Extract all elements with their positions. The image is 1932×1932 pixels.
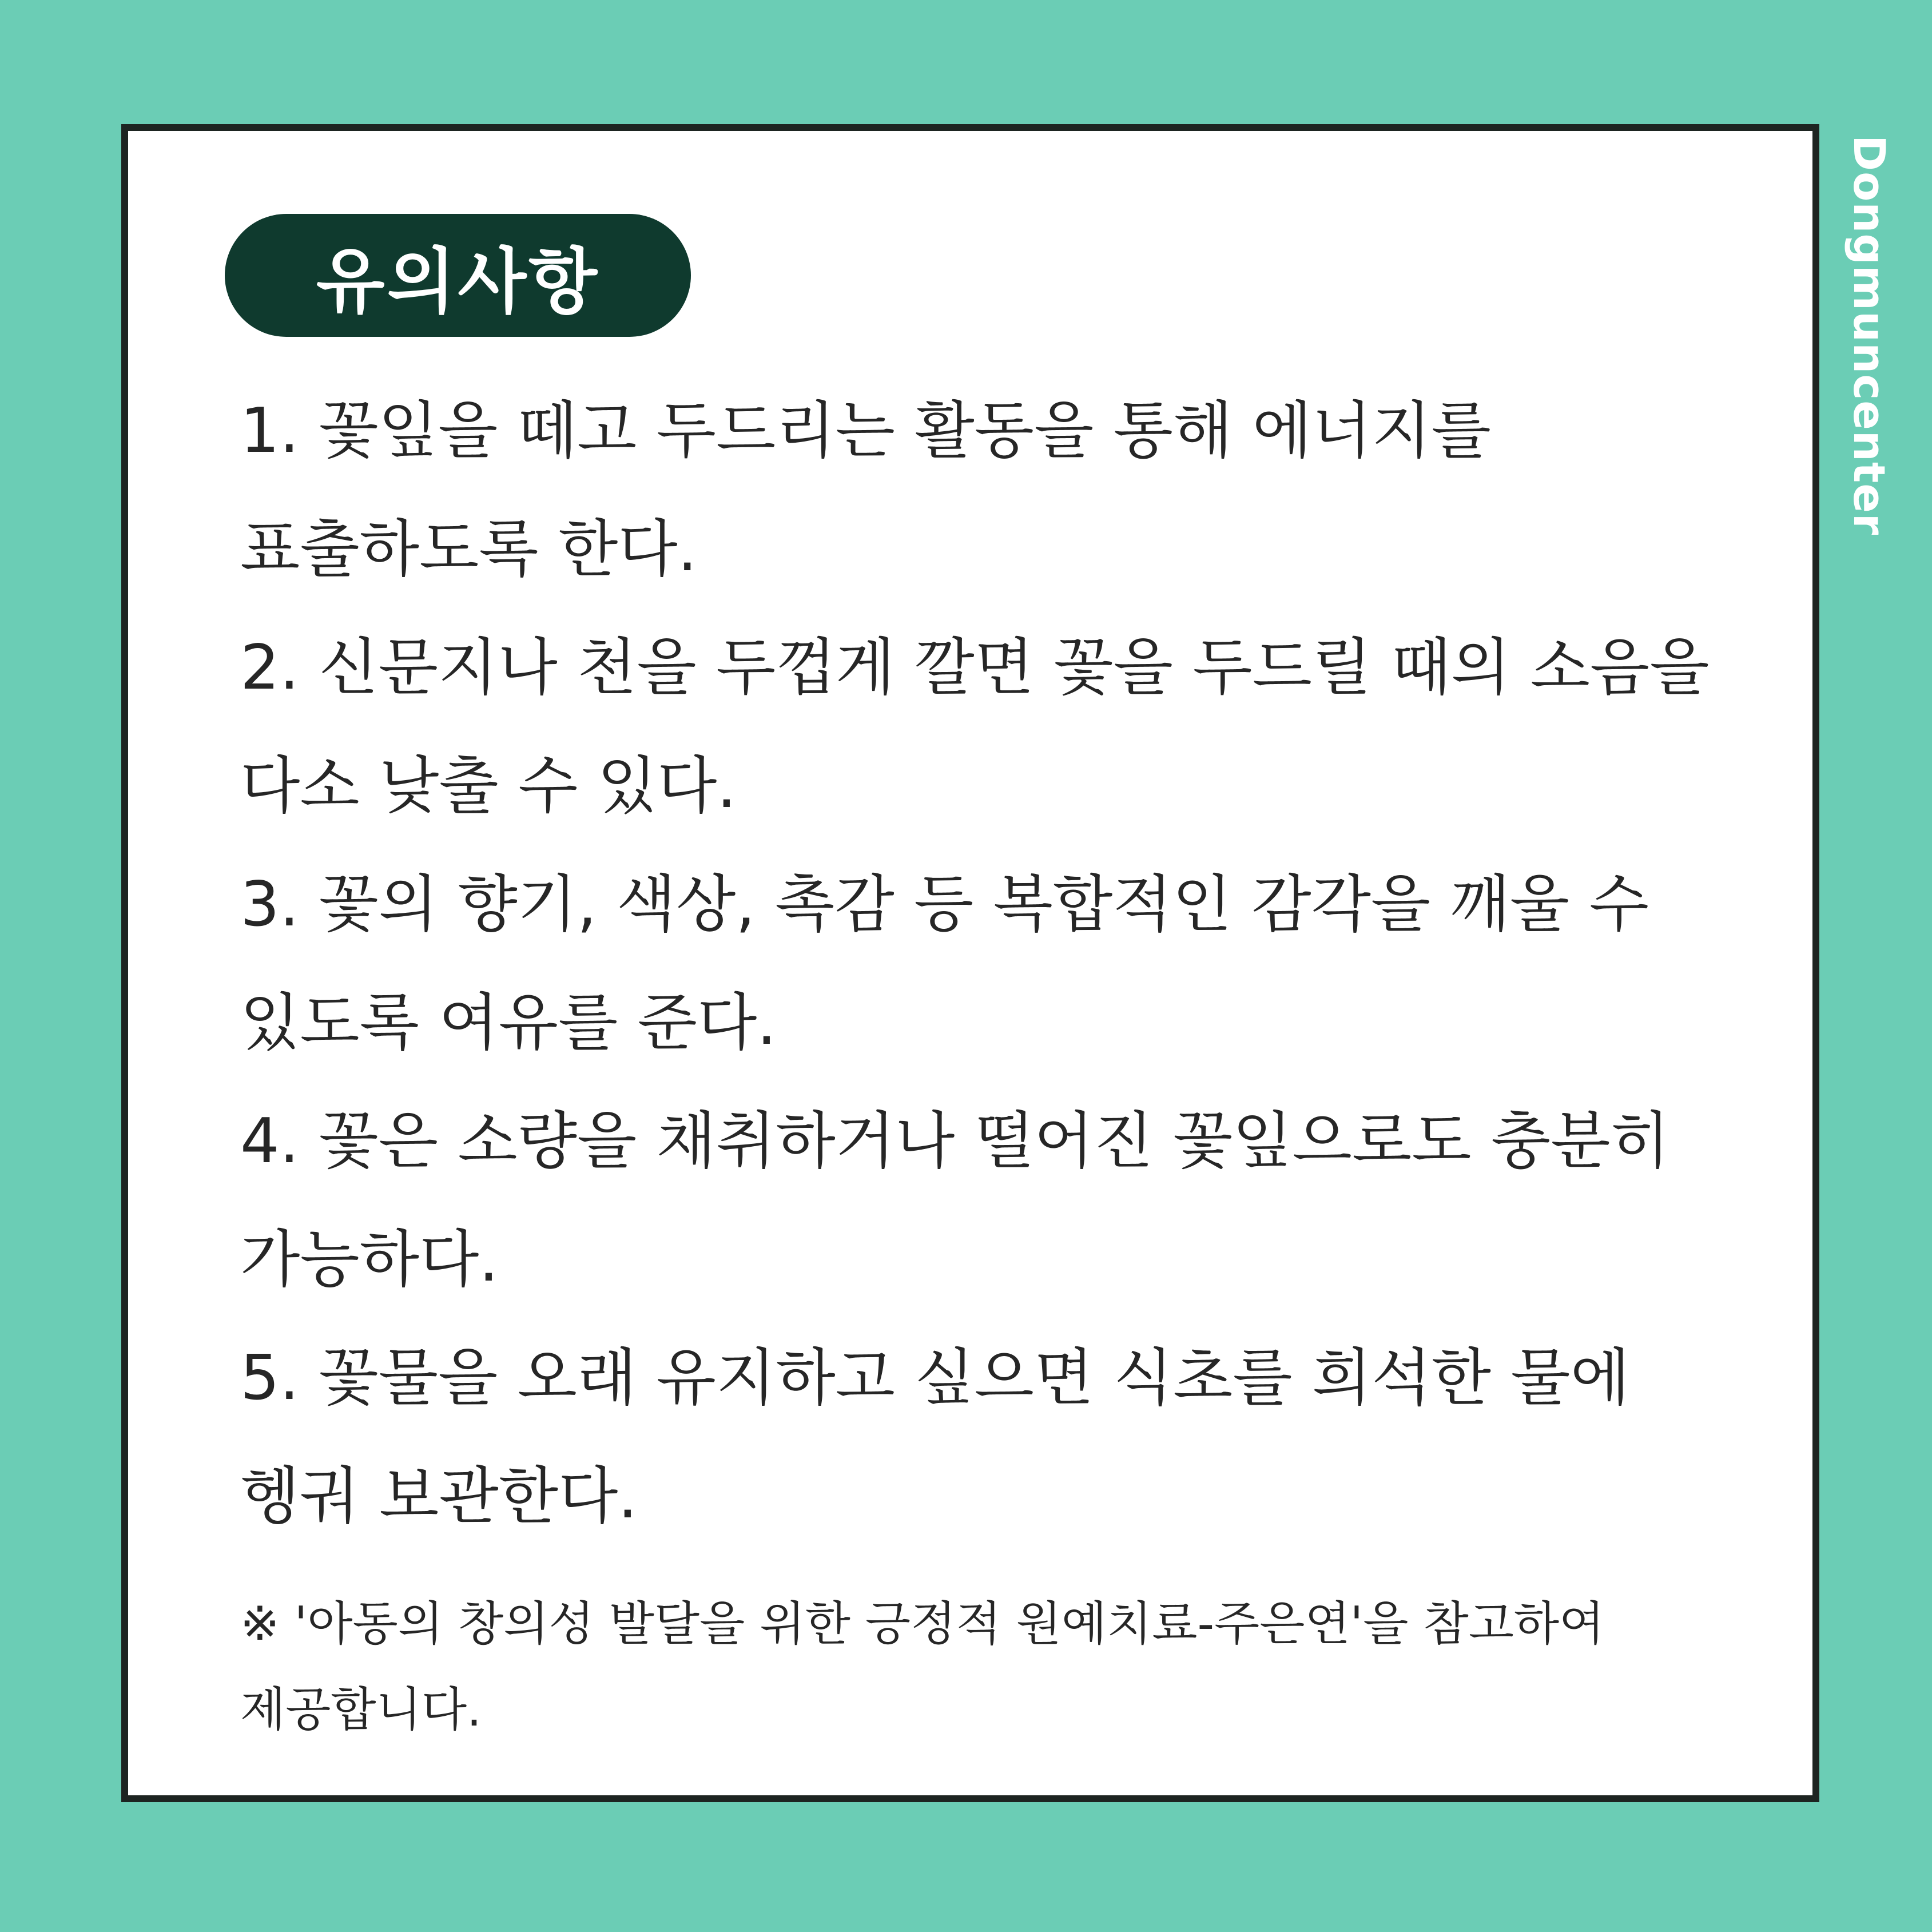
notes-list	[240, 372, 1750, 1556]
brand-side-label: Dongmuncenter	[1844, 135, 1895, 536]
note-item: 5. 꽃물을 오래 유지하고 싶으면 식초를 희석한 물에 헹궈 보관한다.	[240, 1342, 1630, 1532]
note-item: 1. 꽃잎을 떼고 두드리는 활동을 통해 에너지를 표출하도록 한다.	[240, 395, 1491, 585]
note-item: 4. 꽃은 소량을 채취하거나 떨어진 꽃잎으로도 충분히 가능하다.	[240, 1106, 1670, 1295]
source-footnote: ※ '아동의 창의성 발달을 위한 긍정적 원예치료-주은연'을 참고하여 제공합니다.	[240, 1597, 1605, 1737]
note-item: 2. 신문지나 천을 두껍게 깔면 꽃을 두드릴 때의 소음을 다소 낮출 수 있다.	[240, 632, 1710, 822]
note-item: 3. 꽃의 향기, 색상, 촉감 등 복합적인 감각을 깨울 수 있도록 여유를 준다.	[240, 869, 1649, 1059]
heading-badge: 유의사항	[225, 214, 691, 337]
